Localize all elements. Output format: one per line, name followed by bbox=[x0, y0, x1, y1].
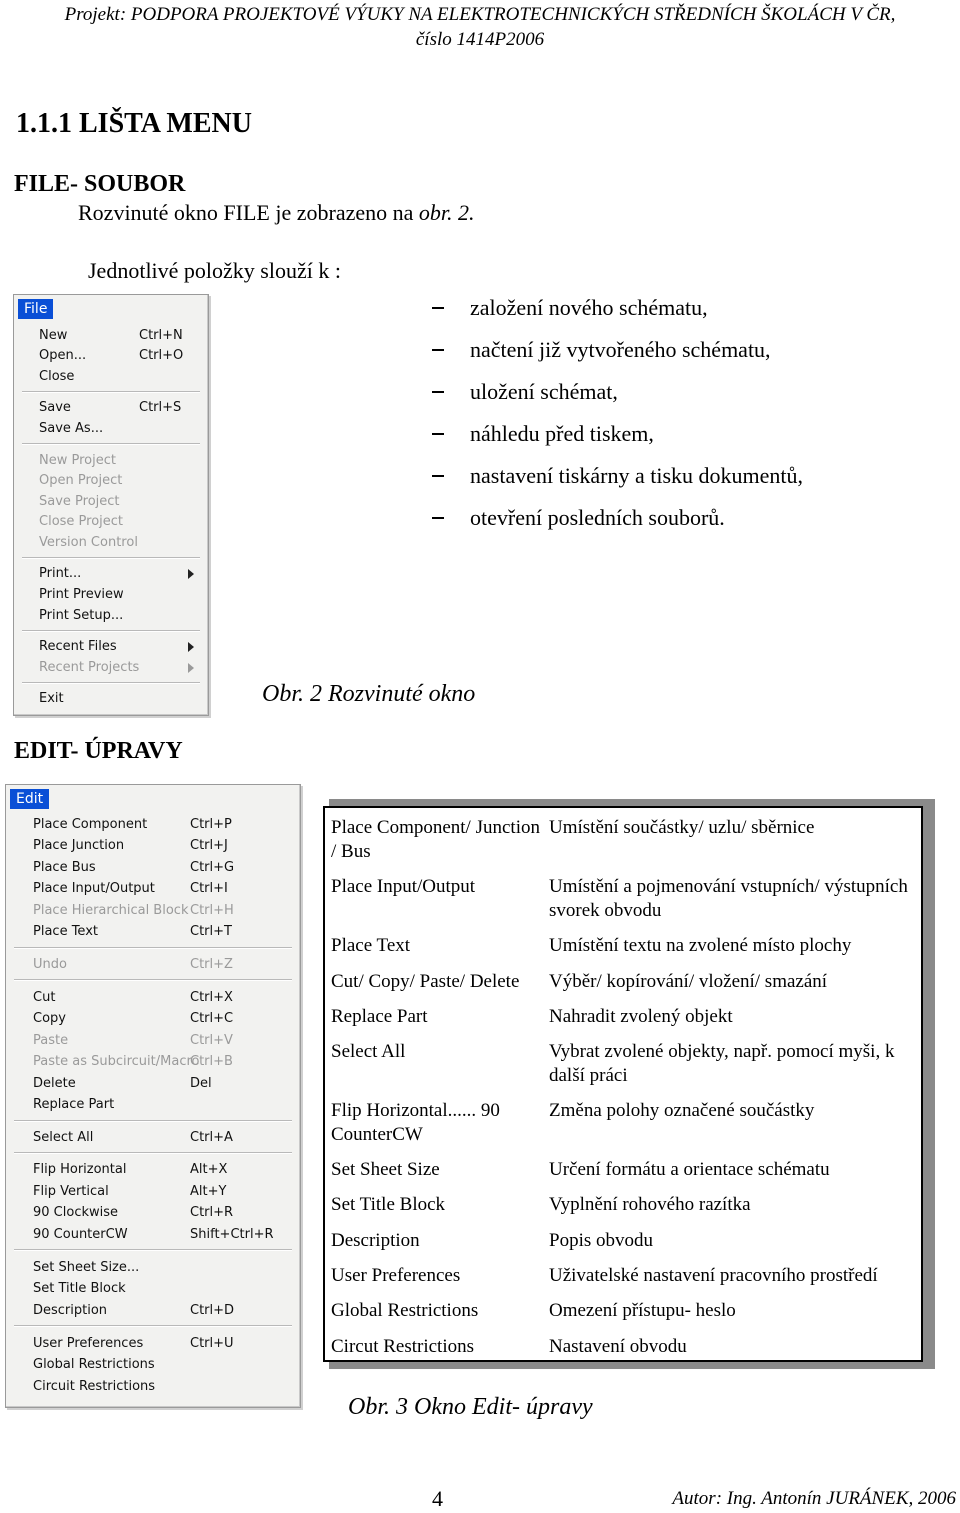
page-number: 4 bbox=[432, 1486, 443, 1511]
menu-item-label: Cut bbox=[33, 990, 56, 1005]
table-cell-command: User Preferences bbox=[331, 1265, 461, 1286]
file-menu-item-version-control bbox=[14, 533, 208, 553]
dash-bullet bbox=[432, 391, 444, 393]
menu-item-label: Delete bbox=[33, 1076, 76, 1091]
menu-item-shortcut: Ctrl+A bbox=[190, 1130, 233, 1145]
file-menu-item-print[interactable] bbox=[14, 564, 208, 584]
menu-item-shortcut: Ctrl+T bbox=[190, 924, 232, 939]
file-menu-item-close-project bbox=[14, 512, 208, 532]
list-item bbox=[432, 413, 803, 455]
menu-item-shortcut: Ctrl+D bbox=[190, 1303, 235, 1318]
menu-separator bbox=[22, 443, 200, 445]
file-menu-item-new-project bbox=[14, 451, 208, 471]
menu-item-label: Version Control bbox=[39, 535, 138, 550]
table-cell-meaning: Uživatelské nastavení pracovního prostředí bbox=[549, 1265, 878, 1286]
edit-menu-item bbox=[6, 1052, 300, 1072]
menu-item-label: Paste as Subcircuit/Macro bbox=[33, 1054, 200, 1069]
menu-item-shortcut: Ctrl+S bbox=[139, 400, 182, 415]
menu-item-shortcut: Alt+Y bbox=[190, 1184, 227, 1199]
menu-item-label: Close bbox=[39, 369, 75, 384]
menu-item-shortcut: Ctrl+N bbox=[139, 328, 183, 343]
menu-separator bbox=[14, 947, 292, 949]
edit-menu-item bbox=[6, 901, 300, 921]
file-menu-item-exit[interactable] bbox=[14, 689, 208, 709]
table-cell-meaning: Umístění textu na zvolené místo plochy bbox=[549, 935, 852, 956]
edit-menu-item[interactable] bbox=[6, 815, 300, 835]
table-cell-meaning: Vybrat zvolené objekty, např. pomocí myši, k další práci bbox=[549, 1041, 895, 1086]
menu-item-shortcut: Alt+X bbox=[190, 1162, 228, 1177]
file-menu-item-save-project bbox=[14, 492, 208, 512]
menu-separator bbox=[22, 682, 200, 684]
table-cell-command: Replace Part bbox=[331, 1006, 428, 1027]
menu-separator bbox=[14, 1249, 292, 1251]
file-menu-item-open-project bbox=[14, 471, 208, 491]
file-items-intro: Jednotlivé položky slouží k : bbox=[88, 258, 341, 283]
table-cell-command: Global Restrictions bbox=[331, 1300, 479, 1321]
edit-menu-item[interactable] bbox=[6, 879, 300, 899]
table-cell-command: Place Input/Output bbox=[331, 876, 476, 897]
file-menu-item-recent-files[interactable] bbox=[14, 637, 208, 657]
table-cell-meaning: Výběr/ kopírování/ vložení/ smazání bbox=[549, 971, 828, 992]
menu-separator bbox=[14, 979, 292, 981]
menu-item-label: Undo bbox=[33, 957, 67, 972]
menu-item-shortcut: Del bbox=[190, 1076, 212, 1091]
edit-menu-item[interactable] bbox=[6, 1334, 300, 1354]
edit-menu-item[interactable] bbox=[6, 1279, 300, 1299]
menu-item-shortcut: Ctrl+X bbox=[190, 990, 233, 1005]
file-menu-item-print-setup[interactable] bbox=[14, 606, 208, 626]
edit-menu-item[interactable] bbox=[6, 1095, 300, 1115]
menu-item-shortcut: Ctrl+P bbox=[190, 817, 232, 832]
menu-item-label: New Project bbox=[39, 453, 116, 468]
file-intro-text: Rozvinuté okno FILE je zobrazeno na bbox=[78, 200, 414, 225]
header-project-line: Projekt: PODPORA PROJEKTOVÉ VÝUKY NA ELEKTROTECHNICKÝCH STŘEDNÍCH ŠKOLÁCH V ČR, bbox=[64, 4, 896, 25]
edit-menu-item[interactable] bbox=[6, 1009, 300, 1029]
menu-separator bbox=[22, 557, 200, 559]
list-item bbox=[432, 371, 803, 413]
menu-item-label: Set Title Block bbox=[33, 1281, 126, 1296]
edit-menu-item[interactable] bbox=[6, 988, 300, 1008]
menu-item-label: Save bbox=[39, 400, 71, 415]
menu-item-label: New bbox=[39, 328, 68, 343]
edit-commands-table bbox=[323, 806, 923, 1362]
menu-item-label: Open Project bbox=[39, 473, 123, 488]
list-item bbox=[432, 287, 803, 329]
table-cell-meaning: Změna polohy označené součástky bbox=[549, 1100, 815, 1121]
dash-bullet bbox=[432, 517, 444, 519]
footer-author: Autor: Ing. Antonín JURÁNEK, 2006 bbox=[672, 1488, 956, 1509]
submenu-arrow-icon bbox=[188, 663, 194, 673]
menu-item-label: User Preferences bbox=[33, 1336, 144, 1351]
menu-item-label: Description bbox=[33, 1303, 108, 1318]
menu-item-label: Paste bbox=[33, 1033, 69, 1048]
table-cell-meaning: Nahradit zvolený objekt bbox=[549, 1006, 733, 1027]
menu-separator bbox=[14, 1120, 292, 1122]
menu-item-label: Place Bus bbox=[33, 860, 96, 875]
menu-item-label: Place Text bbox=[33, 924, 98, 939]
edit-menu-item[interactable] bbox=[6, 922, 300, 942]
menu-item-label: Exit bbox=[39, 691, 64, 706]
file-intro-ref: obr. 2. bbox=[418, 200, 475, 225]
menu-item-shortcut: Ctrl+H bbox=[190, 903, 234, 918]
edit-menu-item bbox=[6, 955, 300, 975]
menu-separator bbox=[14, 1152, 292, 1154]
edit-menu-item[interactable] bbox=[6, 1225, 300, 1245]
menu-item-label: Save As... bbox=[39, 421, 104, 436]
menu-item-label: Recent Files bbox=[39, 639, 117, 654]
menu-separator bbox=[22, 391, 200, 393]
file-menu-item-recent-projects bbox=[14, 658, 208, 678]
table-cell-meaning: Vyplnění rohového razítka bbox=[549, 1194, 751, 1215]
menu-separator bbox=[22, 630, 200, 632]
menu-item-label: Copy bbox=[33, 1011, 66, 1026]
menu-item-label: Print Preview bbox=[39, 587, 124, 602]
header-number-line: číslo 1414P2006 bbox=[415, 29, 545, 50]
menu-item-label: Replace Part bbox=[33, 1097, 115, 1112]
menu-item-shortcut: Ctrl+V bbox=[190, 1033, 233, 1048]
menu-item-label: Place Component bbox=[33, 817, 148, 832]
document-header bbox=[0, 2, 960, 52]
file-menu-screenshot bbox=[13, 294, 209, 716]
file-uses-list bbox=[432, 287, 803, 539]
menu-item-label: Flip Vertical bbox=[33, 1184, 109, 1199]
menu-item-shortcut: Ctrl+U bbox=[190, 1336, 234, 1351]
table-cell-meaning: Umístění a pojmenování vstupních/ výstupních svorek obvodu bbox=[549, 876, 908, 921]
table-cell-meaning: Určení formátu a orientace schématu bbox=[549, 1159, 830, 1180]
list-item bbox=[432, 455, 803, 497]
menu-item-label: Select All bbox=[33, 1130, 94, 1145]
list-item-text: načtení již vytvořeného schématu, bbox=[470, 337, 771, 362]
list-item bbox=[432, 329, 803, 371]
table-cell-meaning: Omezení přístupu- heslo bbox=[549, 1300, 736, 1321]
edit-menu-item[interactable] bbox=[6, 1301, 300, 1321]
dash-bullet bbox=[432, 307, 444, 309]
menu-item-label: Set Sheet Size... bbox=[33, 1260, 140, 1275]
edit-menu-item[interactable] bbox=[6, 1160, 300, 1180]
file-intro bbox=[78, 200, 475, 226]
dash-bullet bbox=[432, 475, 444, 477]
menu-item-label: Print Setup... bbox=[39, 608, 124, 623]
menu-item-label: Place Input/Output bbox=[33, 881, 155, 896]
list-item-text: náhledu před tiskem, bbox=[470, 421, 654, 446]
file-menu-item-new[interactable] bbox=[14, 326, 208, 346]
file-menu-item-save-as[interactable] bbox=[14, 419, 208, 439]
edit-menu-screenshot bbox=[5, 784, 301, 1408]
menu-item-label: 90 Clockwise bbox=[33, 1205, 119, 1220]
file-menu-item-open[interactable] bbox=[14, 346, 208, 366]
menu-item-label: Open... bbox=[39, 348, 87, 363]
menu-item-shortcut: Ctrl+J bbox=[190, 838, 228, 853]
edit-menu-item[interactable] bbox=[6, 1258, 300, 1278]
file-menu-item-close[interactable] bbox=[14, 367, 208, 387]
file-menu-item-save[interactable] bbox=[14, 398, 208, 418]
menu-item-label: Recent Projects bbox=[39, 660, 140, 675]
menu-item-shortcut: Ctrl+R bbox=[190, 1205, 234, 1220]
table-cell-meaning: Nastavení obvodu bbox=[549, 1336, 687, 1357]
file-menu-title[interactable]: File bbox=[18, 299, 53, 319]
menu-item-shortcut: Ctrl+Z bbox=[190, 957, 233, 972]
list-item-text: nastavení tiskárny a tisku dokumentů, bbox=[470, 463, 803, 488]
menu-item-shortcut: Shift+Ctrl+R bbox=[190, 1227, 274, 1242]
file-heading: FILE- SOUBOR bbox=[14, 171, 186, 197]
figure-3-caption: Obr. 3 Okno Edit- úpravy bbox=[348, 1394, 593, 1420]
edit-menu-item[interactable] bbox=[6, 1182, 300, 1202]
list-item-text: uložení schémat, bbox=[470, 379, 618, 404]
table-cell-command: Place Text bbox=[331, 935, 411, 956]
table-cell-command: Flip Horizontal...... 90 CounterCW bbox=[331, 1100, 500, 1145]
menu-item-label: Flip Horizontal bbox=[33, 1162, 127, 1177]
edit-menu-item[interactable] bbox=[6, 858, 300, 878]
list-item bbox=[432, 497, 803, 539]
edit-heading: EDIT- ÚPRAVY bbox=[14, 738, 183, 764]
file-menu-item-print-preview[interactable] bbox=[14, 585, 208, 605]
edit-menu-item bbox=[6, 1031, 300, 1051]
edit-menu-item[interactable] bbox=[6, 1074, 300, 1094]
submenu-arrow-icon bbox=[188, 642, 194, 652]
list-item-text: otevření posledních souborů. bbox=[470, 505, 725, 530]
table-cell-command: Set Title Block bbox=[331, 1194, 446, 1215]
menu-item-shortcut: Ctrl+O bbox=[139, 348, 184, 363]
menu-item-label: Close Project bbox=[39, 514, 124, 529]
edit-menu-item[interactable] bbox=[6, 836, 300, 856]
menu-item-label: Place Junction bbox=[33, 838, 125, 853]
menu-item-label: Place Hierarchical Block bbox=[33, 903, 189, 918]
edit-menu-item[interactable] bbox=[6, 1128, 300, 1148]
table-cell-command: Set Sheet Size bbox=[331, 1159, 440, 1180]
menu-item-shortcut: Ctrl+G bbox=[190, 860, 235, 875]
table-cell-command: Description bbox=[331, 1230, 420, 1251]
table-cell-command: Select All bbox=[331, 1041, 406, 1062]
menu-item-shortcut: Ctrl+C bbox=[190, 1011, 234, 1026]
edit-menu-item[interactable] bbox=[6, 1355, 300, 1375]
edit-menu-item[interactable] bbox=[6, 1203, 300, 1223]
dash-bullet bbox=[432, 349, 444, 351]
submenu-arrow-icon bbox=[188, 569, 194, 579]
edit-menu-title[interactable]: Edit bbox=[10, 789, 49, 809]
menu-item-label: Circuit Restrictions bbox=[33, 1379, 156, 1394]
menu-item-label: Save Project bbox=[39, 494, 120, 509]
table-cell-meaning: Umístění součástky/ uzlu/ sběrnice bbox=[549, 817, 815, 838]
section-title: 1.1.1 LIŠTA MENU bbox=[16, 108, 252, 139]
table-cell-command: Cut/ Copy/ Paste/ Delete bbox=[331, 971, 520, 992]
table-cell-command: Circut Restrictions bbox=[331, 1336, 475, 1357]
menu-separator bbox=[14, 1325, 292, 1327]
menu-item-label: Global Restrictions bbox=[33, 1357, 155, 1372]
menu-item-shortcut: Ctrl+B bbox=[190, 1054, 233, 1069]
dash-bullet bbox=[432, 433, 444, 435]
menu-item-label: Print... bbox=[39, 566, 82, 581]
menu-item-label: 90 CounterCW bbox=[33, 1227, 128, 1242]
edit-menu-item[interactable] bbox=[6, 1377, 300, 1397]
table-cell-command: Place Component/ Junction / Bus bbox=[331, 817, 540, 862]
menu-item-shortcut: Ctrl+I bbox=[190, 881, 228, 896]
figure-2-caption: Obr. 2 Rozvinuté okno bbox=[262, 681, 476, 707]
table-cell-meaning: Popis obvodu bbox=[549, 1230, 653, 1251]
list-item-text: založení nového schématu, bbox=[470, 295, 708, 320]
